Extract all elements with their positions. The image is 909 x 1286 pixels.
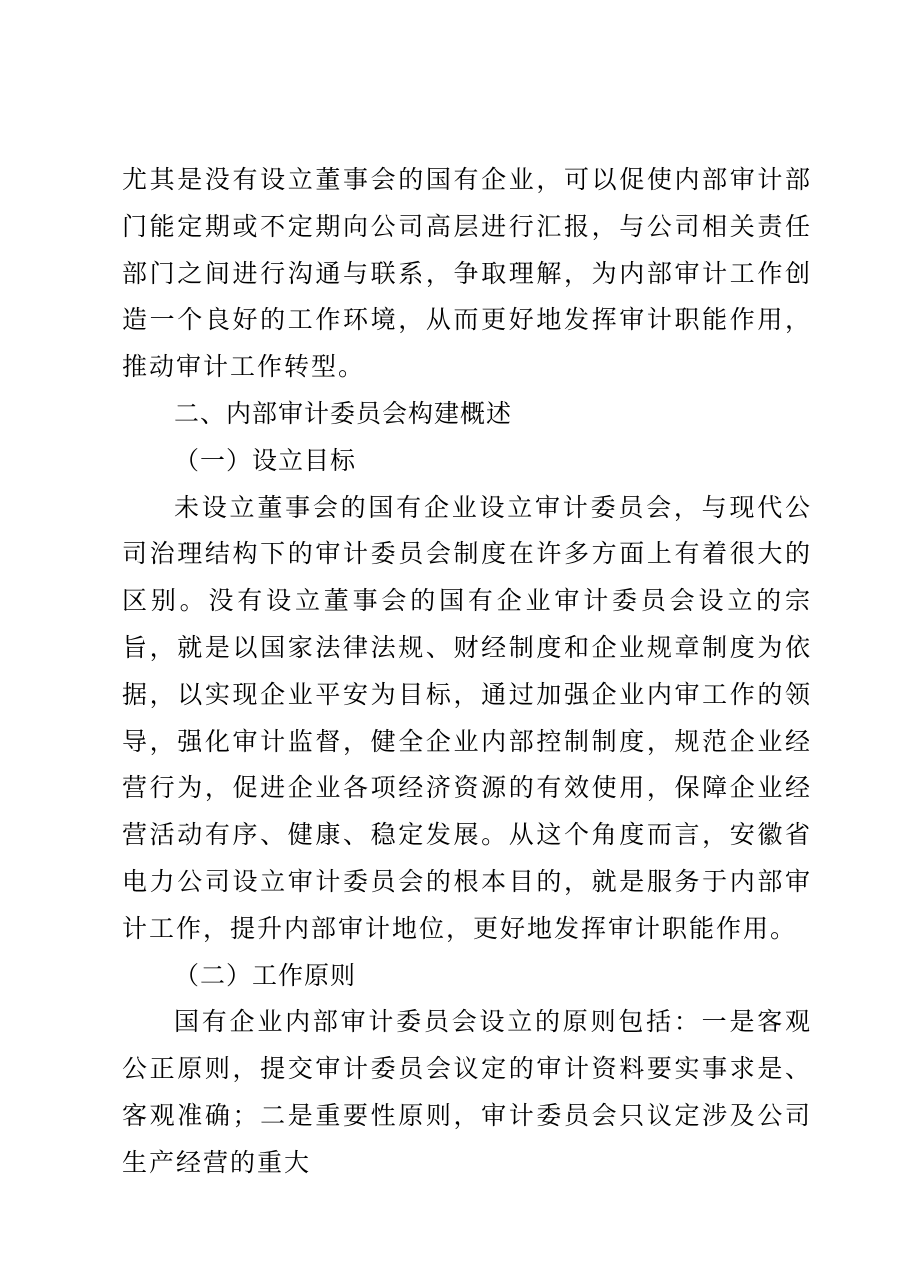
subsection-heading-principles: （二）工作原则 [174,960,357,990]
paragraph-objectives: 未设立董事会的国有企业设立审计委员会，与现代公司治理结构下的审计委员会制度在许多方面上有着很大的区别。没有设立董事会的国有企业审计委员会设立的宗旨，就是以国家法律法规、财经制度和企业规章制度为依据，以实现企业平安为目标，通过加强企业内审工作的领导，强化审计监督，健全企业内部控制制度，规范企业经营行为，促进企业各项经济资源的有效使用，保障企业经营活动有序、健康、稳定发展。从这个角度而言，安徽省电力公司设立审计委员会的根本目的，就是服务于内部审计工作，提升内部审计地位，更好地发挥审计职能作用。 [122,492,812,943]
document-body [122,157,812,1187]
subsection-heading-objectives: （一）设立目标 [174,445,357,475]
paragraph-intro-continuation: 尤其是没有设立董事会的国有企业，可以促使内部审计部门能定期或不定期向公司高层进行汇报，与公司相关责任部门之间进行沟通与联系，争取理解，为内部审计工作创造一个良好的工作环境，从而更好地发挥审计职能作用，推动审计工作转型。 [122,165,812,382]
paragraph-principles: 国有企业内部审计委员会设立的原则包括：一是客观公正原则，提交审计委员会议定的审计资料要实事求是、客观准确；二是重要性原则，审计委员会只议定涉及公司生产经营的重大 [122,1007,812,1177]
section-heading-2: 二、内部审计委员会构建概述 [174,398,513,428]
